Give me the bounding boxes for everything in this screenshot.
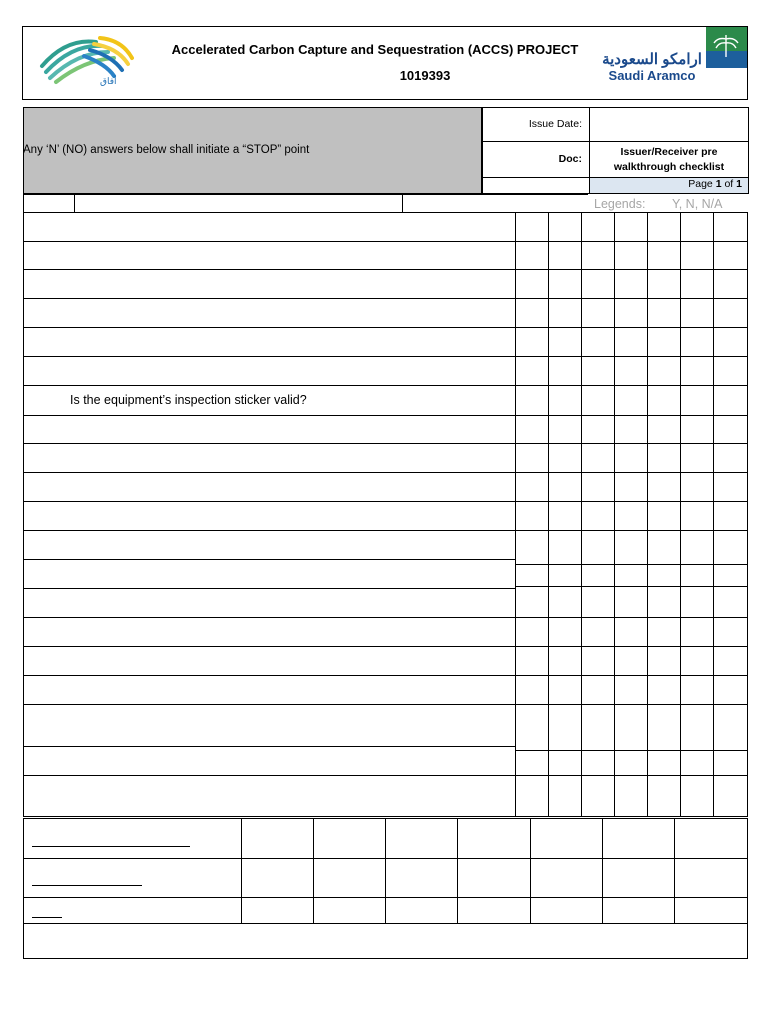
question-row-divider xyxy=(23,501,516,502)
page-of: of xyxy=(724,178,734,190)
answer-grid-row-divider xyxy=(515,241,748,242)
issue-date-label: Issue Date: xyxy=(528,118,582,130)
doc-value: Issuer/Receiver pre walkthrough checklist xyxy=(613,146,725,173)
doc-label: Doc: xyxy=(558,153,582,165)
answer-grid-row-divider xyxy=(515,675,748,676)
question-row-divider xyxy=(23,385,516,386)
page-label: Page xyxy=(688,178,713,190)
question-row-divider xyxy=(23,443,516,444)
answer-grid-row-divider xyxy=(515,586,748,587)
issue-date-field[interactable] xyxy=(589,107,749,142)
question-row-divider xyxy=(23,327,516,328)
answer-grid-row-divider xyxy=(515,775,748,776)
answer-grid-row-divider xyxy=(515,704,748,705)
answer-grid-col-divider xyxy=(581,212,582,817)
signature-underline xyxy=(32,885,142,886)
legend-row-cell-1 xyxy=(23,194,75,213)
checklist-question-column xyxy=(23,212,516,817)
signature-col-divider xyxy=(457,818,458,924)
aafaq-logo xyxy=(36,32,140,94)
signature-col-divider xyxy=(385,818,386,924)
answer-grid-row-divider xyxy=(515,443,748,444)
answer-grid-row-divider xyxy=(515,646,748,647)
signature-col-divider xyxy=(602,818,603,924)
legend-row-cell-2 xyxy=(74,194,403,213)
answer-grid-row-divider xyxy=(515,385,748,386)
question-row-divider xyxy=(23,559,516,560)
question-row-divider xyxy=(23,472,516,473)
legends-label: Legends: xyxy=(594,197,646,211)
signature-col-divider xyxy=(313,818,314,924)
footer-box xyxy=(23,923,748,959)
project-number: 1019393 xyxy=(399,68,451,83)
legends-values: Y, N, N/A xyxy=(672,197,723,211)
question-row-divider xyxy=(23,356,516,357)
project-title: Accelerated Carbon Capture and Sequestration (ACCS) PROJECT xyxy=(171,42,579,57)
signature-col-divider xyxy=(674,818,675,924)
answer-grid-row-divider xyxy=(515,415,748,416)
answer-grid-col-divider xyxy=(548,212,549,817)
signature-col-divider xyxy=(530,818,531,924)
answer-grid-row-divider xyxy=(515,564,748,565)
blank-info-cell xyxy=(482,177,590,194)
answer-grid-col-divider xyxy=(614,212,615,817)
question-row-divider xyxy=(23,530,516,531)
question-row-divider xyxy=(23,675,516,676)
question-row-divider xyxy=(23,646,516,647)
question-row-divider xyxy=(23,415,516,416)
page-total: 1 xyxy=(736,178,742,190)
question-row-divider xyxy=(23,241,516,242)
signature-underline xyxy=(32,846,190,847)
signature-col-divider xyxy=(241,818,242,924)
question-row-divider xyxy=(23,298,516,299)
question-row-divider xyxy=(23,269,516,270)
checklist-question-sticker: Is the equipment’s inspection sticker valid? xyxy=(70,393,307,407)
aafaq-logo-graphic xyxy=(36,32,140,94)
saudi-aramco-english: Saudi Aramco xyxy=(608,68,696,83)
signature-underline xyxy=(32,917,62,918)
answer-grid-row-divider xyxy=(515,269,748,270)
aramco-emblem-icon xyxy=(706,27,747,68)
answer-grid-row-divider xyxy=(515,750,748,751)
legend-row-cell-3 xyxy=(402,194,588,213)
question-row-divider xyxy=(23,588,516,589)
answer-grid-col-divider xyxy=(680,212,681,817)
aafaq-logo-caption: أفاق xyxy=(100,76,117,86)
question-row-divider xyxy=(23,775,516,776)
answer-grid-col-divider xyxy=(647,212,648,817)
answer-grid-row-divider xyxy=(515,472,748,473)
question-row-divider xyxy=(23,617,516,618)
page-current: 1 xyxy=(715,178,722,190)
saudi-aramco-emblem xyxy=(706,27,747,68)
answer-grid-row-divider xyxy=(515,530,748,531)
answer-grid-row-divider xyxy=(515,356,748,357)
answer-grid-row-divider xyxy=(515,617,748,618)
page-number xyxy=(590,178,742,190)
saudi-aramco-arabic: ارامكو السعودية xyxy=(602,51,702,68)
answer-grid-row-divider xyxy=(515,501,748,502)
question-row-divider xyxy=(23,746,516,747)
answer-grid-row-divider xyxy=(515,327,748,328)
saudi-aramco-wordmark xyxy=(600,52,704,86)
answer-grid-col-divider xyxy=(713,212,714,817)
question-row-divider xyxy=(23,704,516,705)
answer-grid-row-divider xyxy=(515,298,748,299)
stop-note: Any ‘N’ (NO) answers below shall initiate a “STOP” point xyxy=(23,144,310,156)
